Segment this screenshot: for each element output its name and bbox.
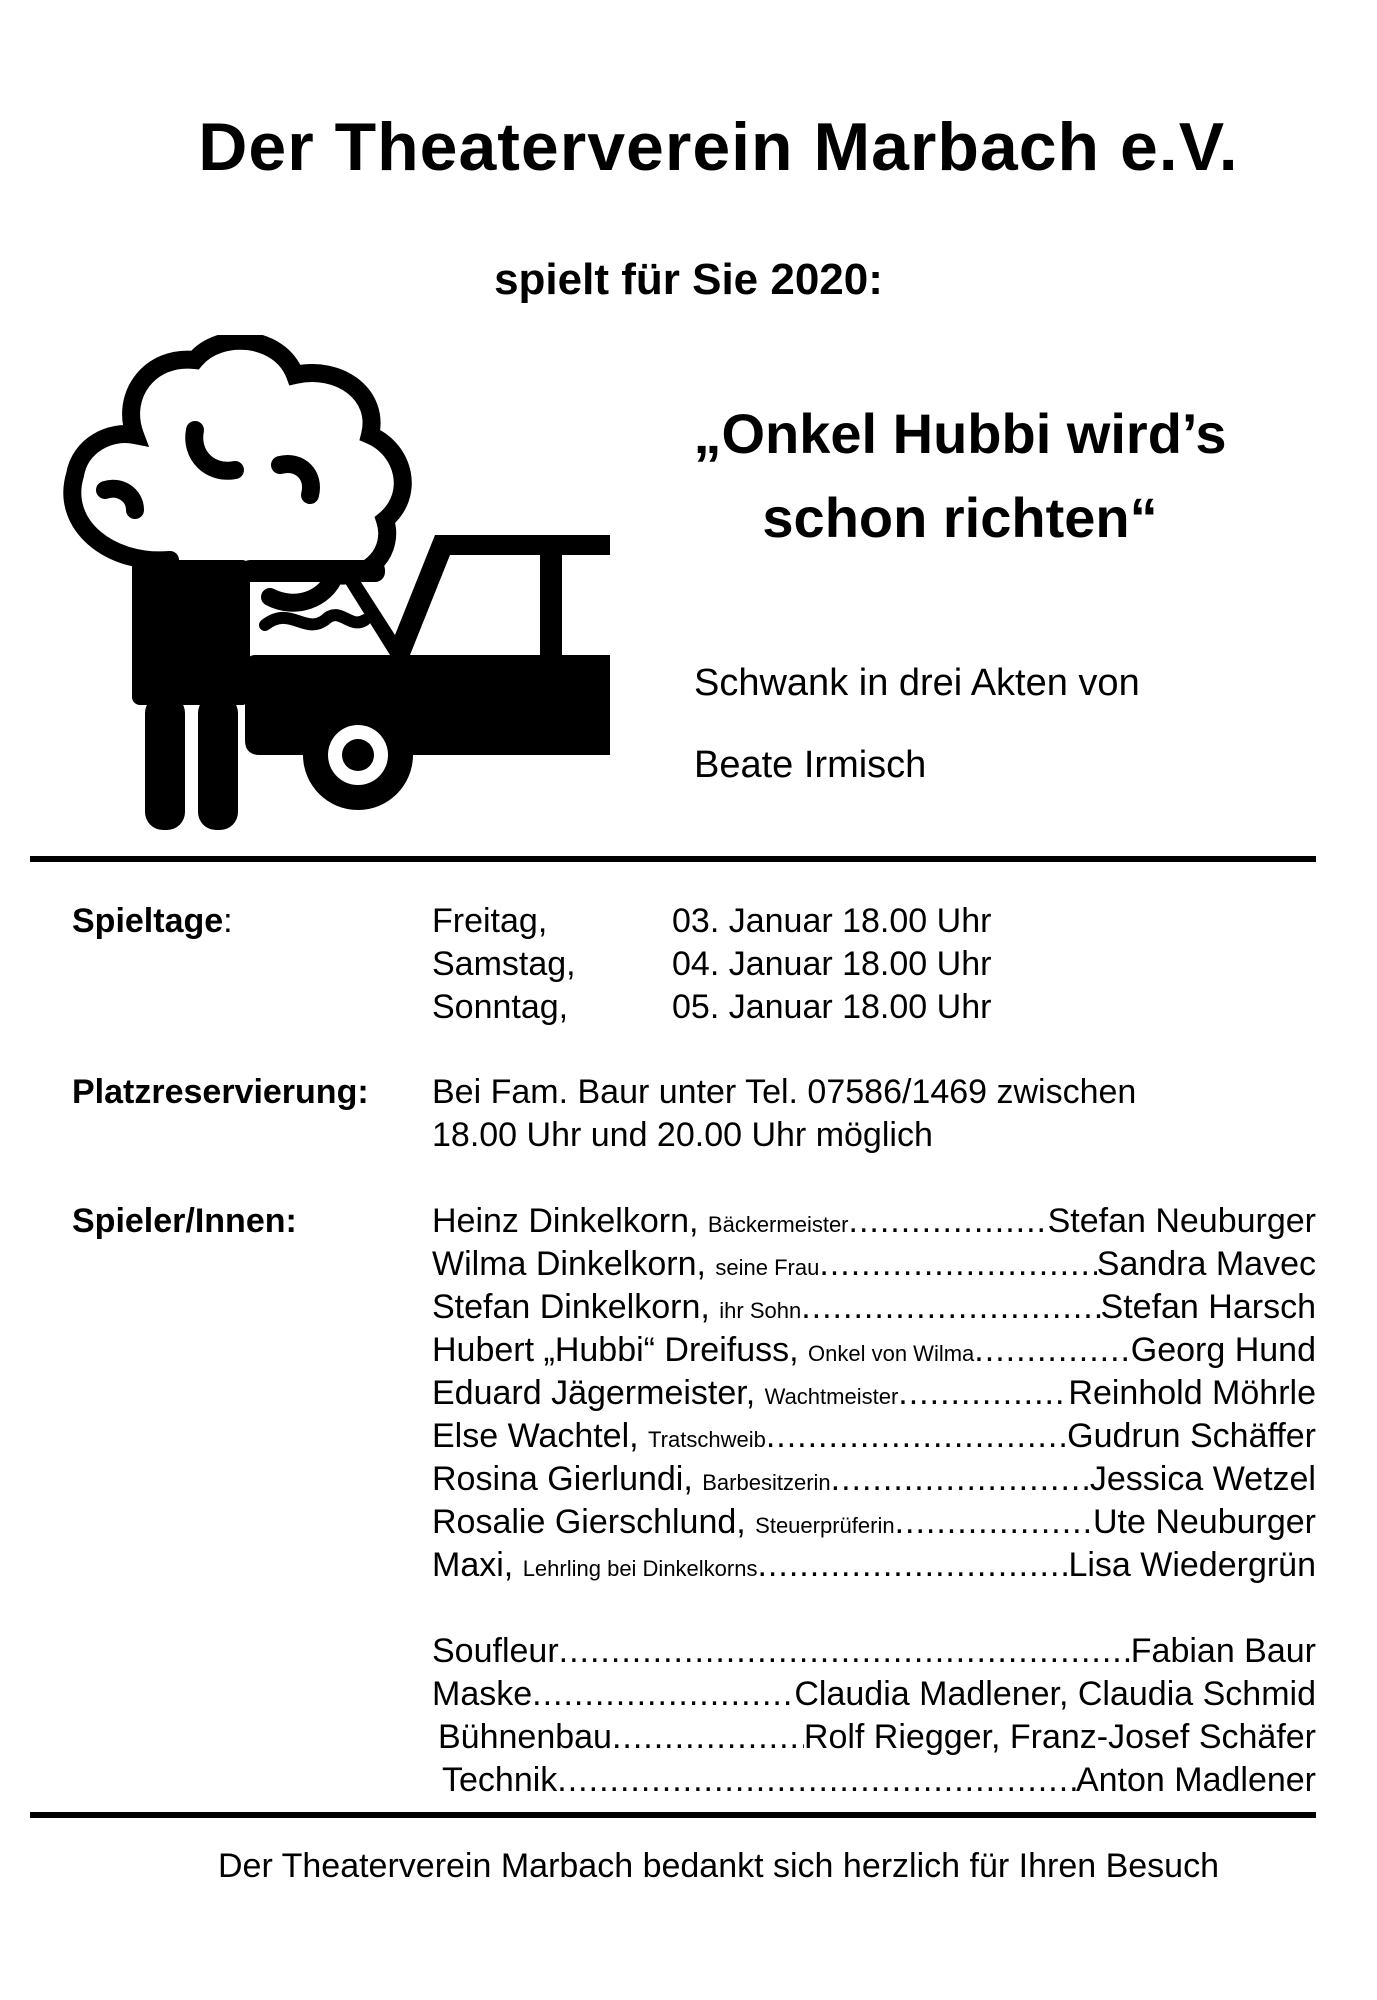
crew-list	[432, 1632, 1316, 1804]
cast-row	[432, 1546, 1316, 1589]
cast-row	[432, 1503, 1316, 1546]
cast-role: Bäckermeister	[707, 1212, 849, 1237]
car-breakdown-icon	[50, 335, 630, 835]
leader-dots	[831, 1460, 1090, 1499]
cast-row	[432, 1202, 1316, 1245]
person-body-icon	[132, 560, 250, 705]
crew-names: Rolf Riegger, Franz-Josef Schäfer	[803, 1718, 1316, 1756]
cast-list	[432, 1202, 1316, 1589]
crew-names: Claudia Madlener, Claudia Schmid	[794, 1675, 1316, 1713]
leader-dots	[974, 1331, 1130, 1370]
reservation-line2: 18.00 Uhr und 20.00 Uhr möglich	[432, 1116, 933, 1154]
play-title-line1: „Onkel Hubbi wird’s	[693, 402, 1227, 465]
reservation-line1: Bei Fam. Baur unter Tel. 07586/1469 zwischen	[432, 1073, 1137, 1111]
play-author: Beate Irmisch	[694, 744, 927, 786]
cast-role: seine Frau	[715, 1255, 820, 1280]
cast-character: Rosalie Gierschlund,	[432, 1503, 746, 1541]
cast-character: Wilma Dinkelkorn,	[432, 1245, 706, 1283]
schedule-day: Freitag,	[432, 902, 548, 940]
leader-dots	[849, 1202, 1048, 1241]
leader-dots	[559, 1632, 1131, 1671]
footer-text: Der Theaterverein Marbach bedankt sich herzlich für Ihren Besuch	[218, 1847, 1219, 1885]
leader-dots	[612, 1718, 804, 1757]
cast-role: Barbesitzerin	[702, 1470, 831, 1495]
cast-role: Tratschweib	[648, 1427, 766, 1452]
leader-dots	[898, 1374, 1068, 1413]
schedule-day: Sonntag,	[432, 988, 569, 1026]
cast-label: Spieler/Innen:	[72, 1202, 297, 1240]
cast-actor: Stefan Neuburger	[1047, 1202, 1316, 1240]
cast-character: Stefan Dinkelkorn,	[432, 1288, 710, 1326]
cast-character: Rosina Gierlundi,	[432, 1460, 693, 1498]
schedule-date: 03. Januar 18.00 Uhr	[672, 902, 992, 940]
cast-role: ihr Sohn	[719, 1298, 802, 1323]
play-title	[630, 392, 1290, 560]
crew-row	[432, 1675, 1316, 1718]
cast-role: Steuerprüferin	[755, 1513, 895, 1538]
cast-actor: Georg Hund	[1130, 1331, 1316, 1369]
divider-bottom	[30, 1812, 1316, 1818]
cast-row	[432, 1288, 1316, 1331]
crew-job: Maske	[432, 1675, 533, 1713]
schedule-date: 05. Januar 18.00 Uhr	[672, 988, 992, 1026]
cast-actor: Jessica Wetzel	[1089, 1460, 1316, 1498]
schedule-label-text: Spieltage	[72, 902, 224, 940]
cast-actor: Gudrun Schäffer	[1067, 1417, 1316, 1455]
cast-character: Maxi,	[432, 1546, 514, 1584]
cast-character: Else Wachtel,	[432, 1417, 639, 1455]
play-genre: Schwank in drei Akten von	[694, 662, 1140, 704]
cast-row	[432, 1245, 1316, 1288]
cast-actor: Ute Neuburger	[1092, 1503, 1316, 1541]
leader-dots	[895, 1503, 1093, 1542]
cast-actor: Reinhold Möhrle	[1068, 1374, 1316, 1412]
cast-actor: Stefan Harsch	[1100, 1288, 1316, 1326]
cast-role: Onkel von Wilma	[808, 1341, 975, 1366]
reservation-label: Platzreservierung:	[72, 1073, 369, 1111]
cast-actor: Sandra Mavec	[1096, 1245, 1316, 1283]
crew-job: Bühnenbau	[438, 1718, 612, 1756]
cast-character: Eduard Jägermeister,	[432, 1374, 756, 1412]
leader-dots	[819, 1245, 1096, 1284]
divider-top	[30, 856, 1316, 862]
cast-actor: Lisa Wiedergrün	[1068, 1546, 1316, 1584]
schedule-day: Samstag,	[432, 945, 576, 983]
cast-role: Wachtmeister	[764, 1384, 899, 1409]
schedule-label-colon: :	[223, 902, 233, 940]
play-title-line2: schon richten“	[762, 486, 1158, 549]
crew-row	[432, 1718, 1316, 1761]
leader-dots	[801, 1288, 1100, 1327]
crew-job: Technik	[442, 1761, 558, 1799]
crew-row	[432, 1761, 1316, 1804]
cast-role: Lehrling bei Dinkelkorns	[522, 1556, 758, 1581]
leader-dots	[766, 1417, 1067, 1456]
leader-dots	[532, 1675, 794, 1714]
cast-character: Heinz Dinkelkorn,	[432, 1202, 699, 1240]
crew-job: Soufleur	[432, 1632, 559, 1670]
cast-character: Hubert „Hubbi“ Dreifuss,	[432, 1331, 799, 1369]
crew-row	[432, 1632, 1316, 1675]
schedule-date: 04. Januar 18.00 Uhr	[672, 945, 992, 983]
cast-row	[432, 1374, 1316, 1417]
crew-names: Fabian Baur	[1130, 1632, 1316, 1670]
cast-row	[432, 1331, 1316, 1374]
page-title: Der Theaterverein Marbach e.V.	[198, 109, 1239, 185]
leader-dots	[757, 1546, 1068, 1585]
schedule-label	[72, 902, 233, 941]
cast-row	[432, 1417, 1316, 1460]
page-subtitle: spielt für Sie 2020:	[494, 255, 883, 304]
crew-names: Anton Madlener	[1075, 1761, 1316, 1799]
leader-dots	[557, 1761, 1076, 1800]
cast-row	[432, 1460, 1316, 1503]
